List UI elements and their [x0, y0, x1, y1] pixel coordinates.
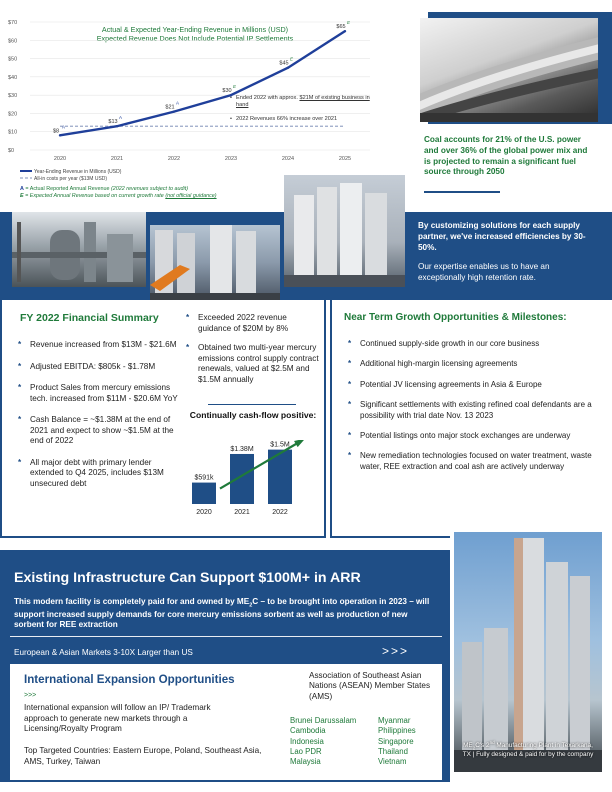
- fy2022-list-item: * Obtained two multi-year mercury emissions control supply contract renewals, valued at $2.5M and $1.5M annually: [186, 343, 320, 385]
- plant-caption-sub: 2: [472, 745, 476, 751]
- plant-photo-2: [150, 225, 280, 300]
- growth-list-item: * Additional high-margin licensing agreements: [348, 359, 600, 369]
- y-tick-label: $40: [8, 74, 18, 81]
- markets-line: European & Asian Markets 3-10X Larger than US: [14, 648, 193, 657]
- y-tick-label: $10: [8, 129, 18, 136]
- annotation-1-prefix: Ended 2022 with approx.: [236, 95, 300, 101]
- fy2022-list-item: * Adjusted EBITDA: $805k - $1.78M: [18, 362, 180, 373]
- y-tick-label: $30: [8, 93, 18, 100]
- data-point: [59, 134, 61, 136]
- markets-arrows: >>>: [382, 644, 410, 658]
- silo-cluster-icon: [284, 175, 405, 287]
- growth-title: Near Term Growth Opportunities & Milestones:: [344, 312, 567, 323]
- cashflow-chart: [184, 440, 324, 522]
- chart-subtitle: Expected Revenue Does Not Include Potential IP Settlements: [96, 34, 294, 43]
- growth-frame-bottom: [330, 536, 450, 538]
- chart-title: Actual & Expected Year-Ending Revenue in Millions (USD): [101, 25, 289, 34]
- cashflow-bar: [192, 483, 216, 504]
- cashflow-arrowhead: [294, 440, 305, 447]
- x-tick-label: 2023: [224, 156, 238, 162]
- point-marker: E: [233, 84, 237, 90]
- asean-country: Philippines: [378, 726, 416, 736]
- cashflow-bar-label: $591k: [194, 474, 214, 482]
- x-tick-label: 2021: [110, 156, 124, 162]
- infrastructure-body-1: This modern facility is completely paid for and owned by ME: [14, 597, 250, 606]
- markets-divider: [10, 636, 442, 637]
- cashflow-bar: [230, 454, 254, 504]
- note-e-marker: E: [20, 193, 24, 200]
- fy2022-list-item: * All major debt with primary lender extended to Q4 2025, includes $13M unsecured debt: [18, 458, 180, 490]
- fy2022-frame-left: [0, 300, 2, 538]
- y-tick-label: $20: [8, 111, 18, 118]
- x-tick-label: 2020: [53, 156, 67, 162]
- point-marker: A: [176, 100, 180, 106]
- cashflow-x-tick: 2021: [234, 509, 250, 516]
- note-e-text: = Expected Annual Revenue based on current growth rate: [25, 193, 166, 200]
- infrastructure-body-2: C – to be brought into operation in 2023 – will support increased supply demands for core mercury emissions sorbent as well as production of new sorbent for REE extraction: [14, 597, 430, 630]
- asean-country: Thailand: [378, 746, 408, 756]
- cashflow-x-tick: 2020: [196, 509, 212, 516]
- note-e-link[interactable]: (not official guidance): [165, 193, 217, 200]
- y-tick-label: $50: [8, 56, 18, 63]
- point-marker: A: [119, 115, 123, 121]
- data-point: [173, 110, 175, 112]
- plant-caption-sup: nd: [489, 740, 495, 745]
- infrastructure-title: Existing Infrastructure Can Support $100M+ in ARR: [14, 570, 361, 586]
- growth-list-item: * Continued supply-side growth in our core business: [348, 339, 600, 349]
- note-a-marker: A: [20, 186, 24, 192]
- asean-countries-left: [290, 716, 356, 767]
- data-label: $45: [279, 60, 289, 67]
- fy2022-title: FY 2022 Financial Summary: [20, 312, 159, 324]
- y-tick-label: $60: [8, 38, 18, 45]
- asean-country: Cambodia: [290, 726, 326, 736]
- international-arrows: >>>: [24, 692, 37, 699]
- fy2022-list-item: * Cash Balance = ~$1.38M at the end of 2021 and expect to show ~$1.5M at the end of 2022: [18, 415, 180, 447]
- chart-annotations: • Ended 2022 with approx. $21M of existing business in hand • 2022 Revenues 66% increase over 2021: [230, 95, 370, 122]
- fy2022-frame-right: [324, 300, 326, 538]
- efficiency-headline: By customizing solutions for each supply partner, we've increased efficiencies by 30-50%.: [418, 221, 586, 252]
- data-point: [344, 30, 346, 32]
- y-axis-ticks: [8, 20, 17, 154]
- pipeline-photo: [420, 18, 598, 122]
- cashflow-x-ticks: [196, 509, 288, 516]
- y-tick-label: $0: [8, 148, 15, 154]
- asean-country: Malaysia: [290, 757, 321, 767]
- cashflow-bar-label: $1.38M: [230, 445, 254, 453]
- note-a-italic: (2022 revenues subject to audit): [110, 186, 188, 192]
- silo-towers-icon: [454, 532, 602, 772]
- growth-list-item: * Potential JV licensing agreements in Asia & Europe: [348, 380, 600, 390]
- coal-statement: Coal accounts for 21% of the U.S. power and over 36% of the global power mix and is projected to remain a significant fuel source through 2050: [424, 135, 588, 177]
- infrastructure-body: [14, 597, 438, 631]
- growth-frame-left: [330, 300, 332, 538]
- asean-country: Lao PDR: [290, 746, 322, 756]
- international-title: International Expansion Opportunities: [24, 673, 235, 686]
- annotation-1-link[interactable]: $21M of existing business in hand: [236, 95, 370, 108]
- fy2022-list-item: * Revenue increased from $13M - $21.6M: [18, 340, 180, 351]
- coal-divider: [424, 191, 500, 193]
- asean-country: Brunei Darussalam: [290, 716, 357, 725]
- x-tick-label: 2024: [281, 156, 295, 162]
- data-label: $13: [108, 119, 118, 126]
- data-label: $21: [165, 104, 175, 111]
- cashflow-x-tick: 2022: [272, 509, 288, 516]
- x-tick-label: 2022: [167, 156, 181, 162]
- international-p1: International expansion will follow an IP/ Trademark approach to generate new markets through a Licensing/Royalty Program: [24, 703, 211, 734]
- annotation-2: 2022 Revenues 66% increase over 2021: [236, 115, 338, 122]
- cashflow-divider: [208, 404, 296, 405]
- data-label: $30: [222, 88, 232, 95]
- asean-country: Vietnam: [378, 757, 407, 767]
- data-label: $65: [336, 24, 346, 31]
- plant-caption-mid: C's 2: [475, 742, 490, 750]
- fy2022-frame-bottom: [0, 536, 326, 538]
- cashflow-bar-label: $1.5M: [270, 441, 290, 449]
- plant-caption: [462, 740, 594, 759]
- efficiency-body: Our expertise enables us to have an exceptionally high retention rate.: [418, 262, 550, 282]
- legend-revenue-label: Year-Ending Revenue in Millions (USD): [34, 169, 122, 175]
- asean-country: Myanmar: [378, 716, 411, 725]
- asean-country: Indonesia: [290, 736, 324, 746]
- legend-costs-label: All-in costs per year ($13M USD): [34, 176, 108, 182]
- data-point: [116, 125, 118, 127]
- asean-countries-right: [378, 716, 416, 767]
- note-a-text: = Actual Reported Annual Revenue: [25, 186, 111, 192]
- asean-title: Association of Southeast Asian Nations (ASEAN) Member States (AMS): [309, 671, 431, 701]
- growth-list-item: * Significant settlements with existing refined coal defendants are a possibility with trial date Nov. 13 2023: [348, 400, 600, 421]
- fy2022-list-item: * Exceeded 2022 revenue guidance of $20M by 8%: [186, 313, 320, 334]
- plant-caption-pre: ME: [463, 742, 473, 750]
- international-p2: Top Targeted Countries: Eastern Europe, Poland, Southeast Asia, AMS, Turkey, Taiwan: [24, 746, 262, 766]
- silo-icon: [150, 225, 280, 300]
- x-tick-label: 2025: [338, 156, 352, 162]
- growth-list-item: * New remediation technologies focused on water treatment, waste water, REE extraction and coal ash are actively underway: [348, 451, 600, 472]
- point-marker: A: [62, 124, 66, 130]
- cashflow-title: Continually cash-flow positive:: [189, 410, 317, 420]
- plant-caption-post: Manufacturing Plant in Texarkana, TX | Fully designed & paid for by the company: [462, 742, 594, 759]
- infrastructure-body-sub: 2: [249, 602, 253, 609]
- point-marker: E: [347, 20, 351, 26]
- fy2022-left-list: [18, 340, 180, 500]
- point-marker: E: [290, 56, 294, 62]
- growth-list-item: * Potential listings onto major stock exchanges are underway: [348, 431, 600, 441]
- x-axis-ticks: [54, 156, 351, 162]
- manufacturing-plant-photo: [454, 532, 602, 772]
- plant-photo-1: [12, 212, 146, 287]
- fy2022-list-item: * Product Sales from mercury emissions tech. increased from $11M - $20.6M YoY: [18, 383, 180, 404]
- fy2022-right-list: [186, 313, 320, 394]
- growth-list: [348, 339, 600, 482]
- data-label: $8: [52, 128, 60, 135]
- pipeline-icon: [420, 18, 598, 122]
- plant-photo-3: [284, 175, 405, 287]
- y-tick-label: $70: [8, 20, 18, 26]
- industrial-interior-icon: [12, 212, 146, 287]
- data-point: [287, 67, 289, 69]
- asean-country: Singapore: [378, 736, 414, 746]
